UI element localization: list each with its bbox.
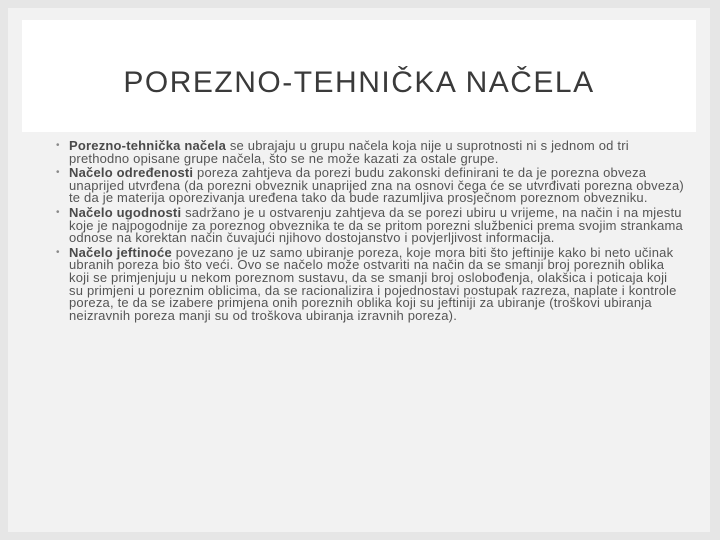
- bullet-text: povezano je uz samo ubiranje poreza, koje mora biti što jeftinije kako bi neto učinak ubranih poreza bio što veći. Ovo se načelo može ostvariti na način da se smanji broj poreznih oblika koji se primjenjuju u nekom poreznom sustavu, da se smanji broj oslobođenja, olakšica i poticaja koji su primjeni u poreznim oblicima, da se racionalizira i pojednostavi postupak razreza, naplate i kontrole poreza, te da se izabere primjena onih poreznih oblika koji su jeftiniji za ubiranje (troškovi ubiranja neizravnih poreza manji su od troškova ubiranja izravnih poreza).: [69, 244, 677, 323]
- bullet-term: Porezno-tehnička načela: [69, 138, 227, 153]
- bullet-dot-icon: •: [56, 140, 60, 151]
- bullet-term: Načelo određenosti: [69, 165, 194, 181]
- bullet-item: [52, 204, 684, 246]
- bullet-text: poreza zahtjeva da porezi budu zakonski definirani te da je porezna obveza unaprijed utvrđena (da porezni obveznik unaprijed zna na osnovi čega će se utvrđivati porezna obveza) te da je materija oporezivanja uređena tako da bude razumljiva prosječnom poreznom obvezniku.: [69, 165, 684, 206]
- bullet-list: [52, 140, 684, 324]
- bullet-item: [52, 244, 684, 323]
- bullet-term: Načelo jeftinoće: [69, 244, 172, 260]
- slide: [8, 8, 710, 532]
- bullet-dot-icon: •: [56, 246, 60, 258]
- bullet-text: se ubrajaju u grupu načela koja nije u suprotnosti ni s jednom od tri prethodno opisane grupe načela, što se ne može kazati za ostale grupe.: [69, 138, 629, 166]
- bullet-text: sadržano je u ostvarenju zahtjeva da se porezi ubiru u vrijeme, na način i na mjestu koje je najpogodnije za poreznog obveznika te da se pritom porezni službenici prema svojim strankama odnose na korektan način čuvajući njihovo dostojanstvo i povjerljivost informacija.: [69, 204, 683, 246]
- title-band: [22, 20, 696, 132]
- bullet-dot-icon: •: [56, 206, 60, 218]
- bullet-item: [52, 140, 684, 165]
- slide-title: POREZNO-TEHNIČKA NAČELA: [123, 66, 595, 99]
- bullet-dot-icon: •: [56, 167, 60, 179]
- bullet-term: Načelo ugodnosti: [69, 204, 182, 220]
- bullet-item: [52, 167, 684, 205]
